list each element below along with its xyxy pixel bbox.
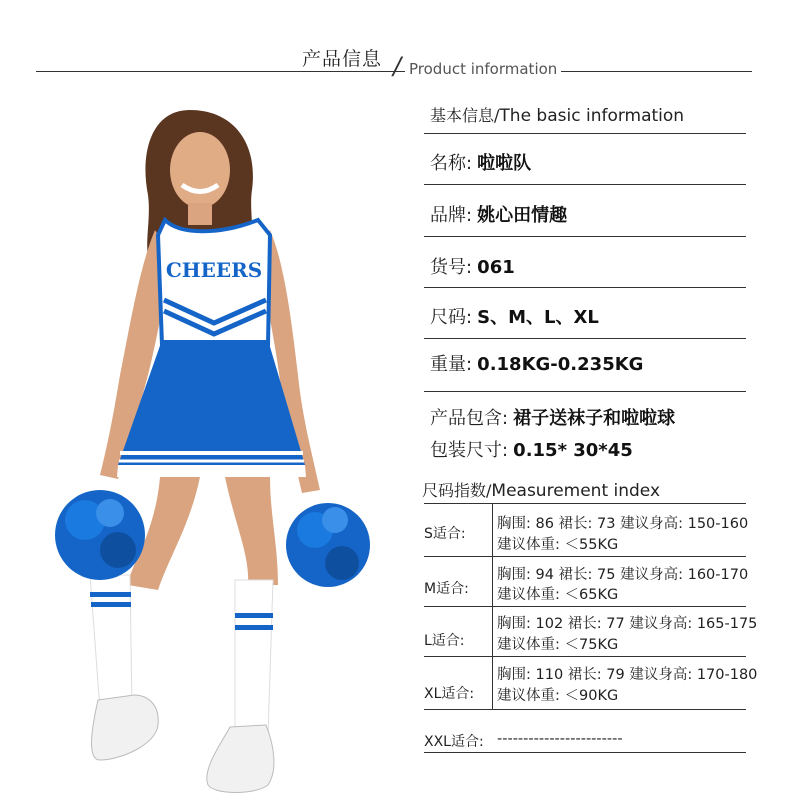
divider (424, 338, 746, 339)
info-label: 品牌: (430, 205, 473, 226)
size-label-s: S适合: (424, 526, 466, 542)
info-label: 重量: (430, 354, 473, 375)
right-leg (225, 477, 278, 585)
header-slash: / (393, 52, 402, 80)
size-label-l: L适合: (424, 633, 465, 649)
info-value: S、M、L、XL (477, 307, 599, 328)
divider (424, 503, 746, 504)
divider (424, 133, 746, 134)
right-sock (235, 580, 273, 735)
divider (424, 709, 746, 710)
info-value: 姚心田情趣 (477, 205, 568, 226)
size-l-weight: 建议体重: ＜75KG (497, 637, 619, 653)
measurement-title (422, 478, 738, 501)
size-l-measurements: 胸围: 102 裙长: 77 建议身高: 165-175 (497, 616, 758, 632)
size-m-weight: 建议体重: ＜65KG (497, 587, 619, 603)
info-label: 包装尺寸: (430, 440, 509, 461)
measurement-title-cn: 尺码指数 (422, 481, 487, 500)
basic-info-title-en: The basic information (499, 106, 685, 126)
size-s-measurements: 胸围: 86 裙长: 73 建议身高: 150-160 (497, 516, 749, 532)
divider (424, 656, 746, 657)
info-label: 货号: (430, 257, 473, 278)
size-xl-weight: 建议体重: ＜90KG (497, 688, 619, 704)
info-value: 啦啦队 (477, 153, 532, 174)
size-label-m: M适合: (424, 581, 469, 597)
divider (424, 752, 746, 753)
page-subtitle: Product information (405, 60, 561, 78)
size-label-xl: XL适合: (424, 686, 475, 702)
info-label: 尺码: (430, 307, 473, 328)
face (170, 132, 230, 208)
divider (424, 556, 746, 557)
left-shoe (92, 695, 159, 760)
info-row-name (430, 149, 746, 175)
info-row-sku (430, 253, 746, 279)
top (158, 220, 270, 345)
page-title: 产品信息 (302, 48, 383, 70)
info-row-package (430, 404, 746, 430)
basic-info-title (430, 103, 746, 126)
info-value: 0.18KG-0.235KG (477, 354, 644, 375)
left-pompom (55, 490, 145, 580)
info-value: 061 (477, 257, 515, 278)
basic-info-title-cn: 基本信息 (430, 106, 495, 125)
info-row-pack-size (430, 436, 746, 462)
size-m-measurements: 胸围: 94 裙长: 75 建议身高: 160-170 (497, 567, 749, 583)
info-row-weight (430, 350, 746, 376)
measurement-slash: / (486, 481, 492, 500)
measurement-title-en: Measurement index (491, 481, 661, 501)
size-label-xxl: XXL适合: (424, 734, 484, 750)
divider (424, 606, 746, 607)
divider (424, 391, 746, 392)
divider (424, 287, 746, 288)
info-value: 0.15* 30*45 (513, 440, 633, 461)
size-xl-measurements: 胸围: 110 裙长: 79 建议身高: 170-180 (497, 667, 758, 683)
info-row-size (430, 303, 746, 329)
size-s-weight: 建议体重: ＜55KG (497, 537, 619, 553)
size-xxl-value: ------------------------ (497, 731, 623, 747)
right-shoe (207, 725, 274, 793)
divider (424, 184, 746, 185)
info-label: 名称: (430, 153, 473, 174)
info-label: 产品包含: (430, 408, 509, 429)
divider (424, 236, 746, 237)
shirt-text: CHEERS (165, 258, 263, 282)
right-pompom (286, 503, 370, 587)
model-image (30, 95, 370, 800)
info-value: 裙子送袜子和啦啦球 (513, 408, 676, 429)
basic-info-slash: / (494, 106, 500, 125)
info-row-brand (430, 201, 746, 227)
